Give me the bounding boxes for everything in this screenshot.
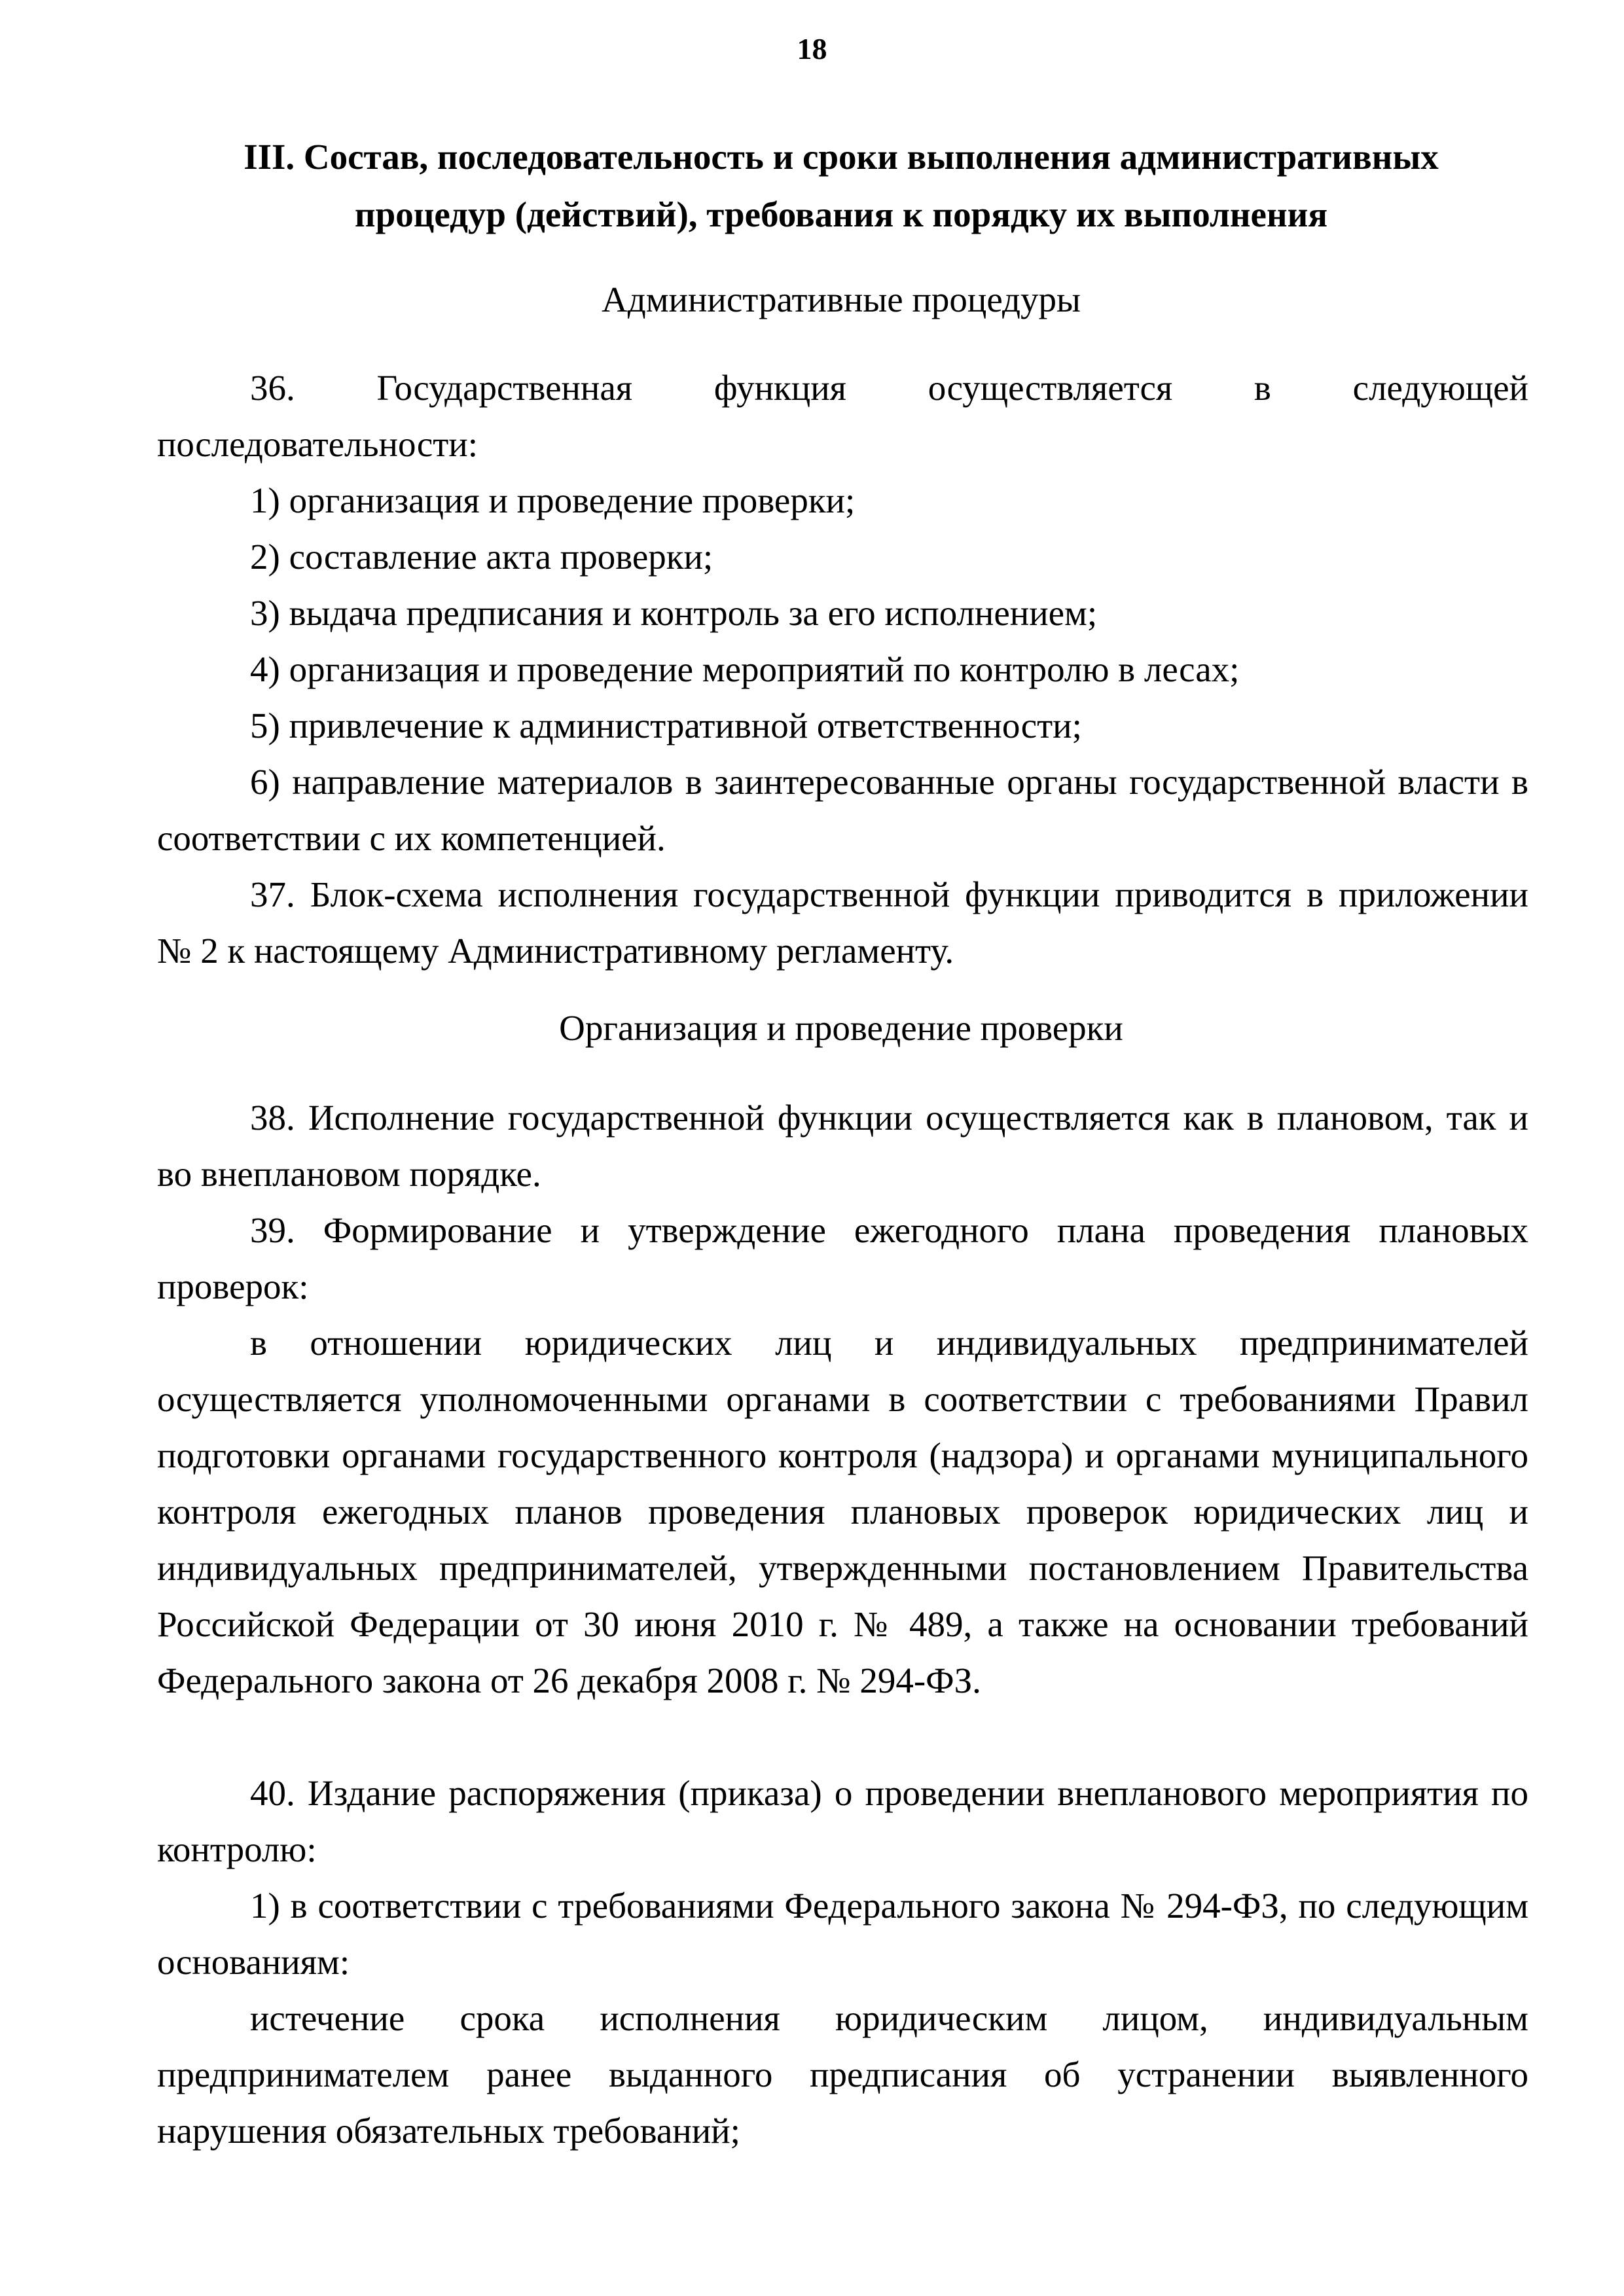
paragraph-38: 38. Исполнение государственной функции осуществляется как в плановом, так и во внеплановом порядке. <box>157 1098 1528 1194</box>
list-item-6: 6) направление материалов в заинтересованные органы государственной власти в соответствии с их компетенцией. <box>157 762 1528 858</box>
paragraph-39-body: в отношении юридических лиц и индивидуальных предпринимателей осуществляется уполномоченными органами в соответствии с требованиями Правил подготовки органами государственного контроля (надзора) и органами муниципального контроля ежегодных планов проведения плановых проверок юридических лиц и индивидуальных предпринимателей, утвержденными постановлением Правительства Российской Федерации от 30 июня 2010 г. № 489, а также на основании требований Федерального закона от 26 декабря 2008 г. № 294-ФЗ. <box>157 1323 1528 1700</box>
list-item-5: 5) привлечение к административной ответственности; <box>250 706 1082 745</box>
subheading-admin-procedures: Административные процедуры <box>602 279 1081 319</box>
list-item-1: 1) организация и проведение проверки; <box>250 480 856 520</box>
page-number: 18 <box>797 32 827 65</box>
paragraph-40-reason: истечение срока исполнения юридическим лицом, индивидуальным предпринимателем ранее выданного предписания об устранении выявленного нарушения обязательных требований; <box>157 1998 1528 2151</box>
paragraph-36-continuation: последовательности: <box>157 424 478 464</box>
section-title-line-2: процедур (действий), требования к порядку их выполнения <box>354 194 1328 234</box>
paragraph-39: 39. Формирование и утверждение ежегодного плана проведения плановых проверок: <box>157 1210 1528 1306</box>
list-item-2: 2) составление акта проверки; <box>250 537 713 577</box>
paragraph-40-item-1: 1) в соответствии с требованиями Федерального закона № 294-ФЗ, по следующим основаниям: <box>157 1886 1528 1982</box>
section-title-line-1: III. Состав, последовательность и сроки выполнения административных <box>244 137 1439 177</box>
list-item-3: 3) выдача предписания и контроль за его исполнением; <box>250 593 1098 633</box>
paragraph-36-line-1: 36. Государственная функция осуществляется в следующей <box>250 368 1528 408</box>
paragraph-37: 37. Блок-схема исполнения государственной функции приводится в приложении № 2 к настоящему Административному регламенту. <box>157 874 1528 971</box>
list-item-4: 4) организация и проведение мероприятий по контролю в лесах; <box>250 649 1240 689</box>
paragraph-40: 40. Издание распоряжения (приказа) о проведении внепланового мероприятия по контролю: <box>157 1773 1528 1869</box>
section-title <box>157 128 1525 243</box>
subheading-organization: Организация и проведение проверки <box>559 1008 1123 1048</box>
